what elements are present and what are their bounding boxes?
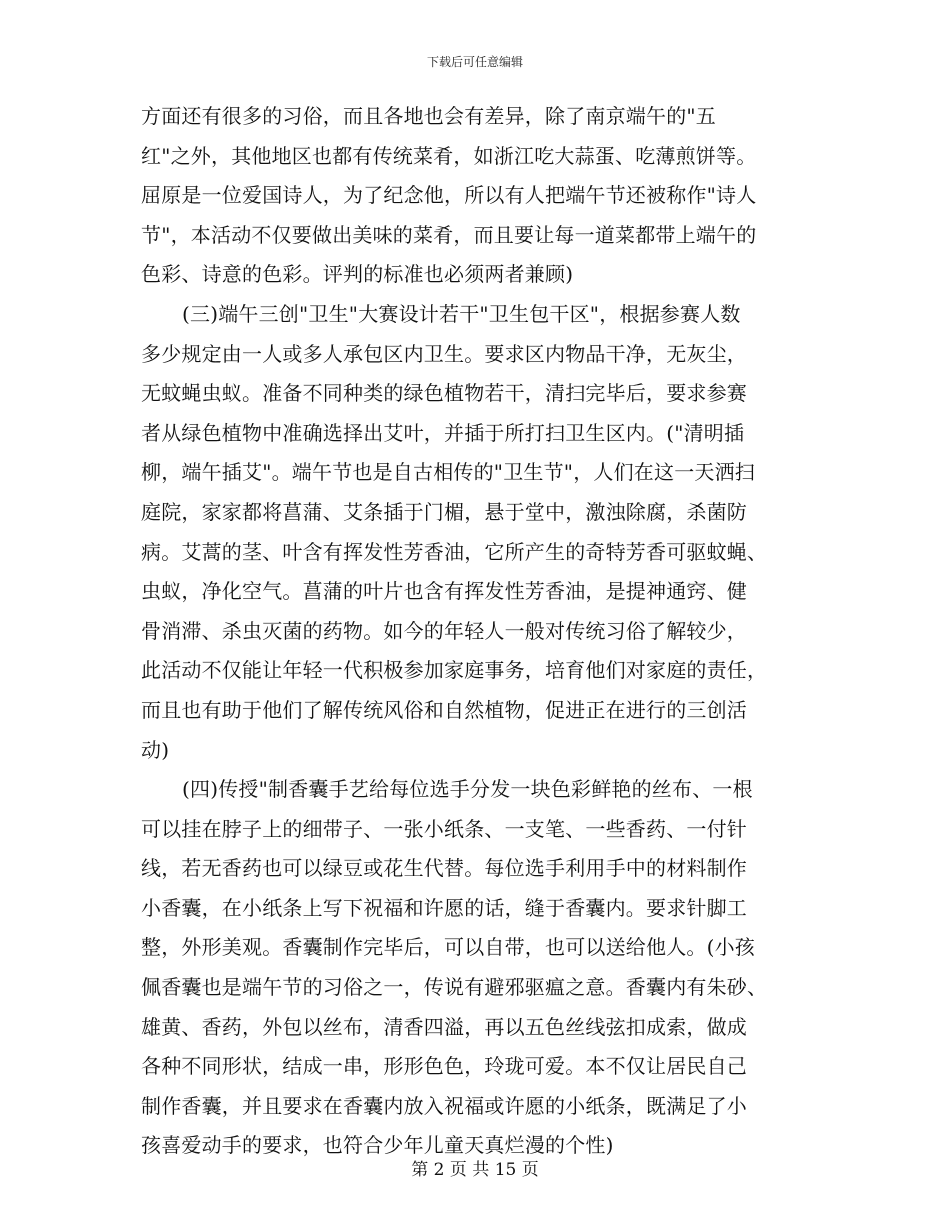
text-line: 佩香囊也是端午节的习俗之一，传说有避邪驱瘟之意。香囊内有朱砂、 bbox=[141, 975, 768, 1000]
text-line: 红"之外，其他地区也都有传统菜肴，如浙江吃大蒜蛋、吃薄煎饼等。 bbox=[141, 143, 757, 168]
text-line: 各种不同形状，结成一串，形形色色，玲珑可爱。本不仅让居民自己 bbox=[141, 1054, 747, 1079]
text-line: 骨消滞、杀虫灭菌的药物。如今的年轻人一般对传统习俗了解较少， bbox=[141, 618, 747, 643]
text-line: 无蚊蝇虫蚁。准备不同种类的绿色植物若干，清扫完毕后，要求参赛 bbox=[141, 381, 747, 406]
text-line: 而且也有助于他们了解传统风俗和自然植物，促进正在进行的三创活 bbox=[141, 697, 747, 722]
text-line: 此活动不仅能让年轻一代积极参加家庭事务，培育他们对家庭的责任， bbox=[141, 658, 768, 683]
text-line: 庭院，家家都将菖蒲、艾条插于门楣，悬于堂中，激浊除腐，杀菌防 bbox=[141, 499, 747, 524]
text-line: 方面还有很多的习俗，而且各地也会有差异，除了南京端午的"五 bbox=[141, 104, 716, 128]
paragraph-start-line: (三)端午三创"卫生"大赛设计若干"卫生包干区"，根据参赛人数 bbox=[182, 301, 741, 326]
page-number-footer: 第 2 页 共 15 页 bbox=[411, 1160, 539, 1180]
text-line: 雄黄、香药，外包以丝布，清香四溢，再以五色丝线弦扣成索，做成 bbox=[141, 1014, 747, 1039]
text-line: 动) bbox=[141, 737, 170, 762]
text-line: 色彩、诗意的色彩。评判的标准也必须两者兼顾) bbox=[141, 262, 574, 287]
text-line: 者从绿色植物中准确选择出艾叶，并插于所打扫卫生区内。("清明插 bbox=[141, 420, 745, 445]
text-line: 屈原是一位爱国诗人，为了纪念他，所以有人把端午节还被称作"诗人 bbox=[141, 183, 757, 208]
text-line: 病。艾蒿的茎、叶含有挥发性芳香油，它所产生的奇特芳香可驱蚊蝇、 bbox=[141, 539, 768, 564]
text-line: 整，外形美观。香囊制作完毕后，可以自带，也可以送给他人。(小孩 bbox=[141, 935, 756, 960]
text-line: 柳，端午插艾"。端午节也是自古相传的"卫生节"，人们在这一天洒扫 bbox=[141, 460, 755, 485]
text-line: 节"，本活动不仅要做出美味的菜肴，而且要让每一道菜都带上端午的 bbox=[141, 222, 757, 247]
text-line: 线，若无香药也可以绿豆或花生代替。每位选手利用手中的材料制作 bbox=[141, 856, 747, 881]
text-line: 制作香囊，并且要求在香囊内放入祝福或许愿的小纸条，既满足了小 bbox=[141, 1093, 747, 1118]
paragraph-start-line: (四)传授"制香囊手艺给每位选手分发一块色彩鲜艳的丝布、一根 bbox=[182, 777, 753, 802]
document-body bbox=[141, 97, 821, 1166]
text-line: 可以挂在脖子上的细带子、一张小纸条、一支笔、一些香药、一付针 bbox=[141, 816, 747, 841]
text-line: 孩喜爱动手的要求，也符合少年儿童天真烂漫的个性) bbox=[141, 1133, 614, 1158]
text-line: 虫蚁，净化空气。菖蒲的叶片也含有挥发性芳香油，是提神通窍、健 bbox=[141, 579, 747, 604]
text-line: 小香囊，在小纸条上写下祝福和许愿的话，缝于香囊内。要求针脚工 bbox=[141, 895, 747, 920]
text-line: 多少规定由一人或多人承包区内卫生。要求区内物品干净，无灰尘， bbox=[141, 341, 747, 366]
page-header: 下载后可任意编辑 bbox=[426, 55, 523, 69]
